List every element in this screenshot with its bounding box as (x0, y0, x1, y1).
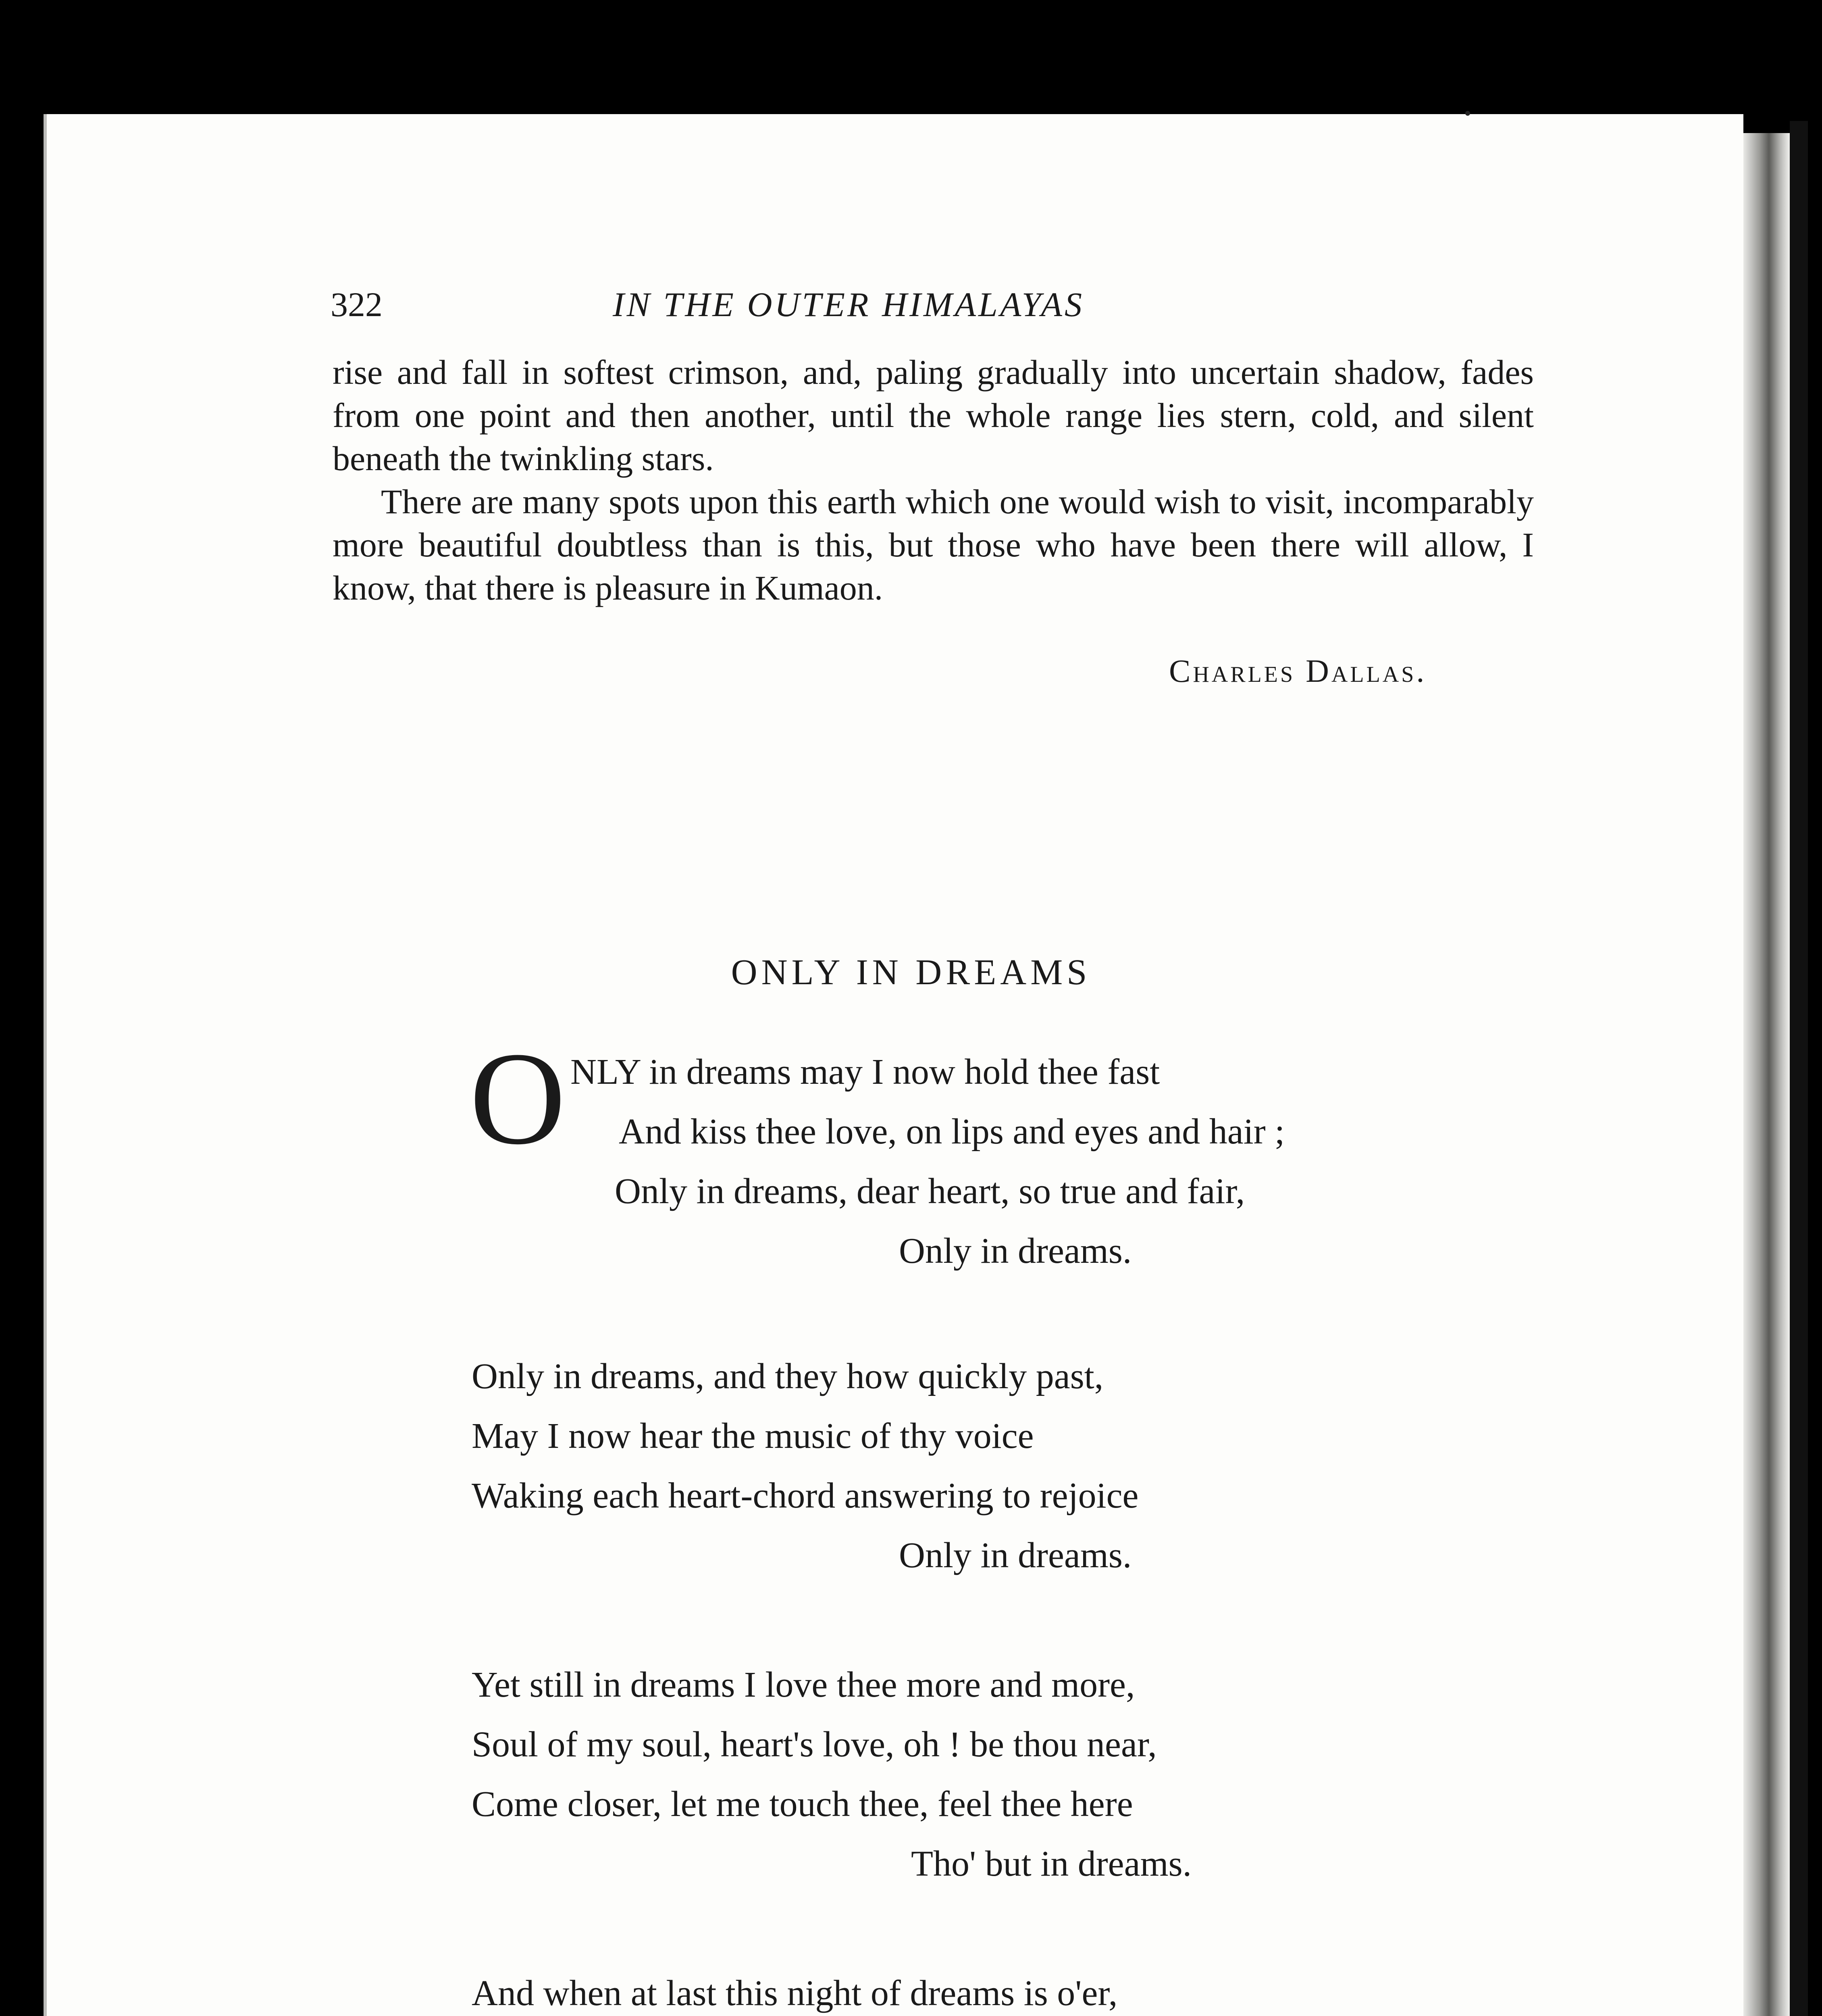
running-title: IN THE OUTER HIMALAYAS (613, 285, 1084, 324)
poem-line: NLY in dreams may I now hold thee fast (570, 1052, 1160, 1092)
poem-stanza (472, 1042, 1520, 1281)
poem-line: Tho' but in dreams. (911, 1844, 1192, 1884)
poem-line: Only in dreams. (899, 1535, 1132, 1575)
prose-paragraph: There are many spots upon this earth which one would wish to visit, incomparably more beautiful doubtless than is this, but those who have been there will allow, I know, that there is pleasure in Kumaon. (333, 482, 1534, 607)
poem-line: Yet still in dreams I love thee more and more, (472, 1665, 1135, 1705)
book-gutter (1743, 133, 1790, 2016)
poem-line: Only in dreams, and they how quickly past, (472, 1356, 1104, 1396)
poem-line: Waking each heart-chord answering to rejoice (472, 1476, 1139, 1516)
poem-line: Soul of my soul, heart's love, oh ! be thou near, (472, 1724, 1157, 1764)
page-left-edge (44, 114, 47, 2016)
poem-line: Come closer, let me touch thee, feel thee here (472, 1784, 1133, 1824)
poem-line: Only in dreams, dear heart, so true and fair, (615, 1171, 1245, 1211)
prose-paragraph: rise and fall in softest crimson, and, paling gradually into uncertain shadow, fades from one point and then another, until the whole range lies stern, cold, and silent beneath the twinkling stars. (333, 353, 1534, 478)
author-signature: Charles Dallas. (1169, 654, 1427, 689)
poem-line: And kiss thee love, on lips and eyes and hair ; (619, 1112, 1285, 1152)
prose-block (333, 351, 1534, 610)
gutter-shadow (1790, 121, 1808, 2016)
poem-stanza (472, 1964, 1520, 2016)
speck-mark (1465, 111, 1470, 116)
poem-line: Only in dreams. (899, 1231, 1132, 1271)
page-header (331, 282, 1532, 335)
poem-line: And when at last this night of dreams is o'er, (472, 1973, 1118, 2013)
poem-line: May I now hear the music of thy voice (472, 1416, 1034, 1456)
poem-title: ONLY IN DREAMS (731, 952, 1091, 992)
drop-cap: O (470, 1025, 566, 1172)
poem-stanza (472, 1655, 1520, 1894)
poem-stanza (472, 1347, 1520, 1585)
page-number: 322 (331, 285, 383, 324)
